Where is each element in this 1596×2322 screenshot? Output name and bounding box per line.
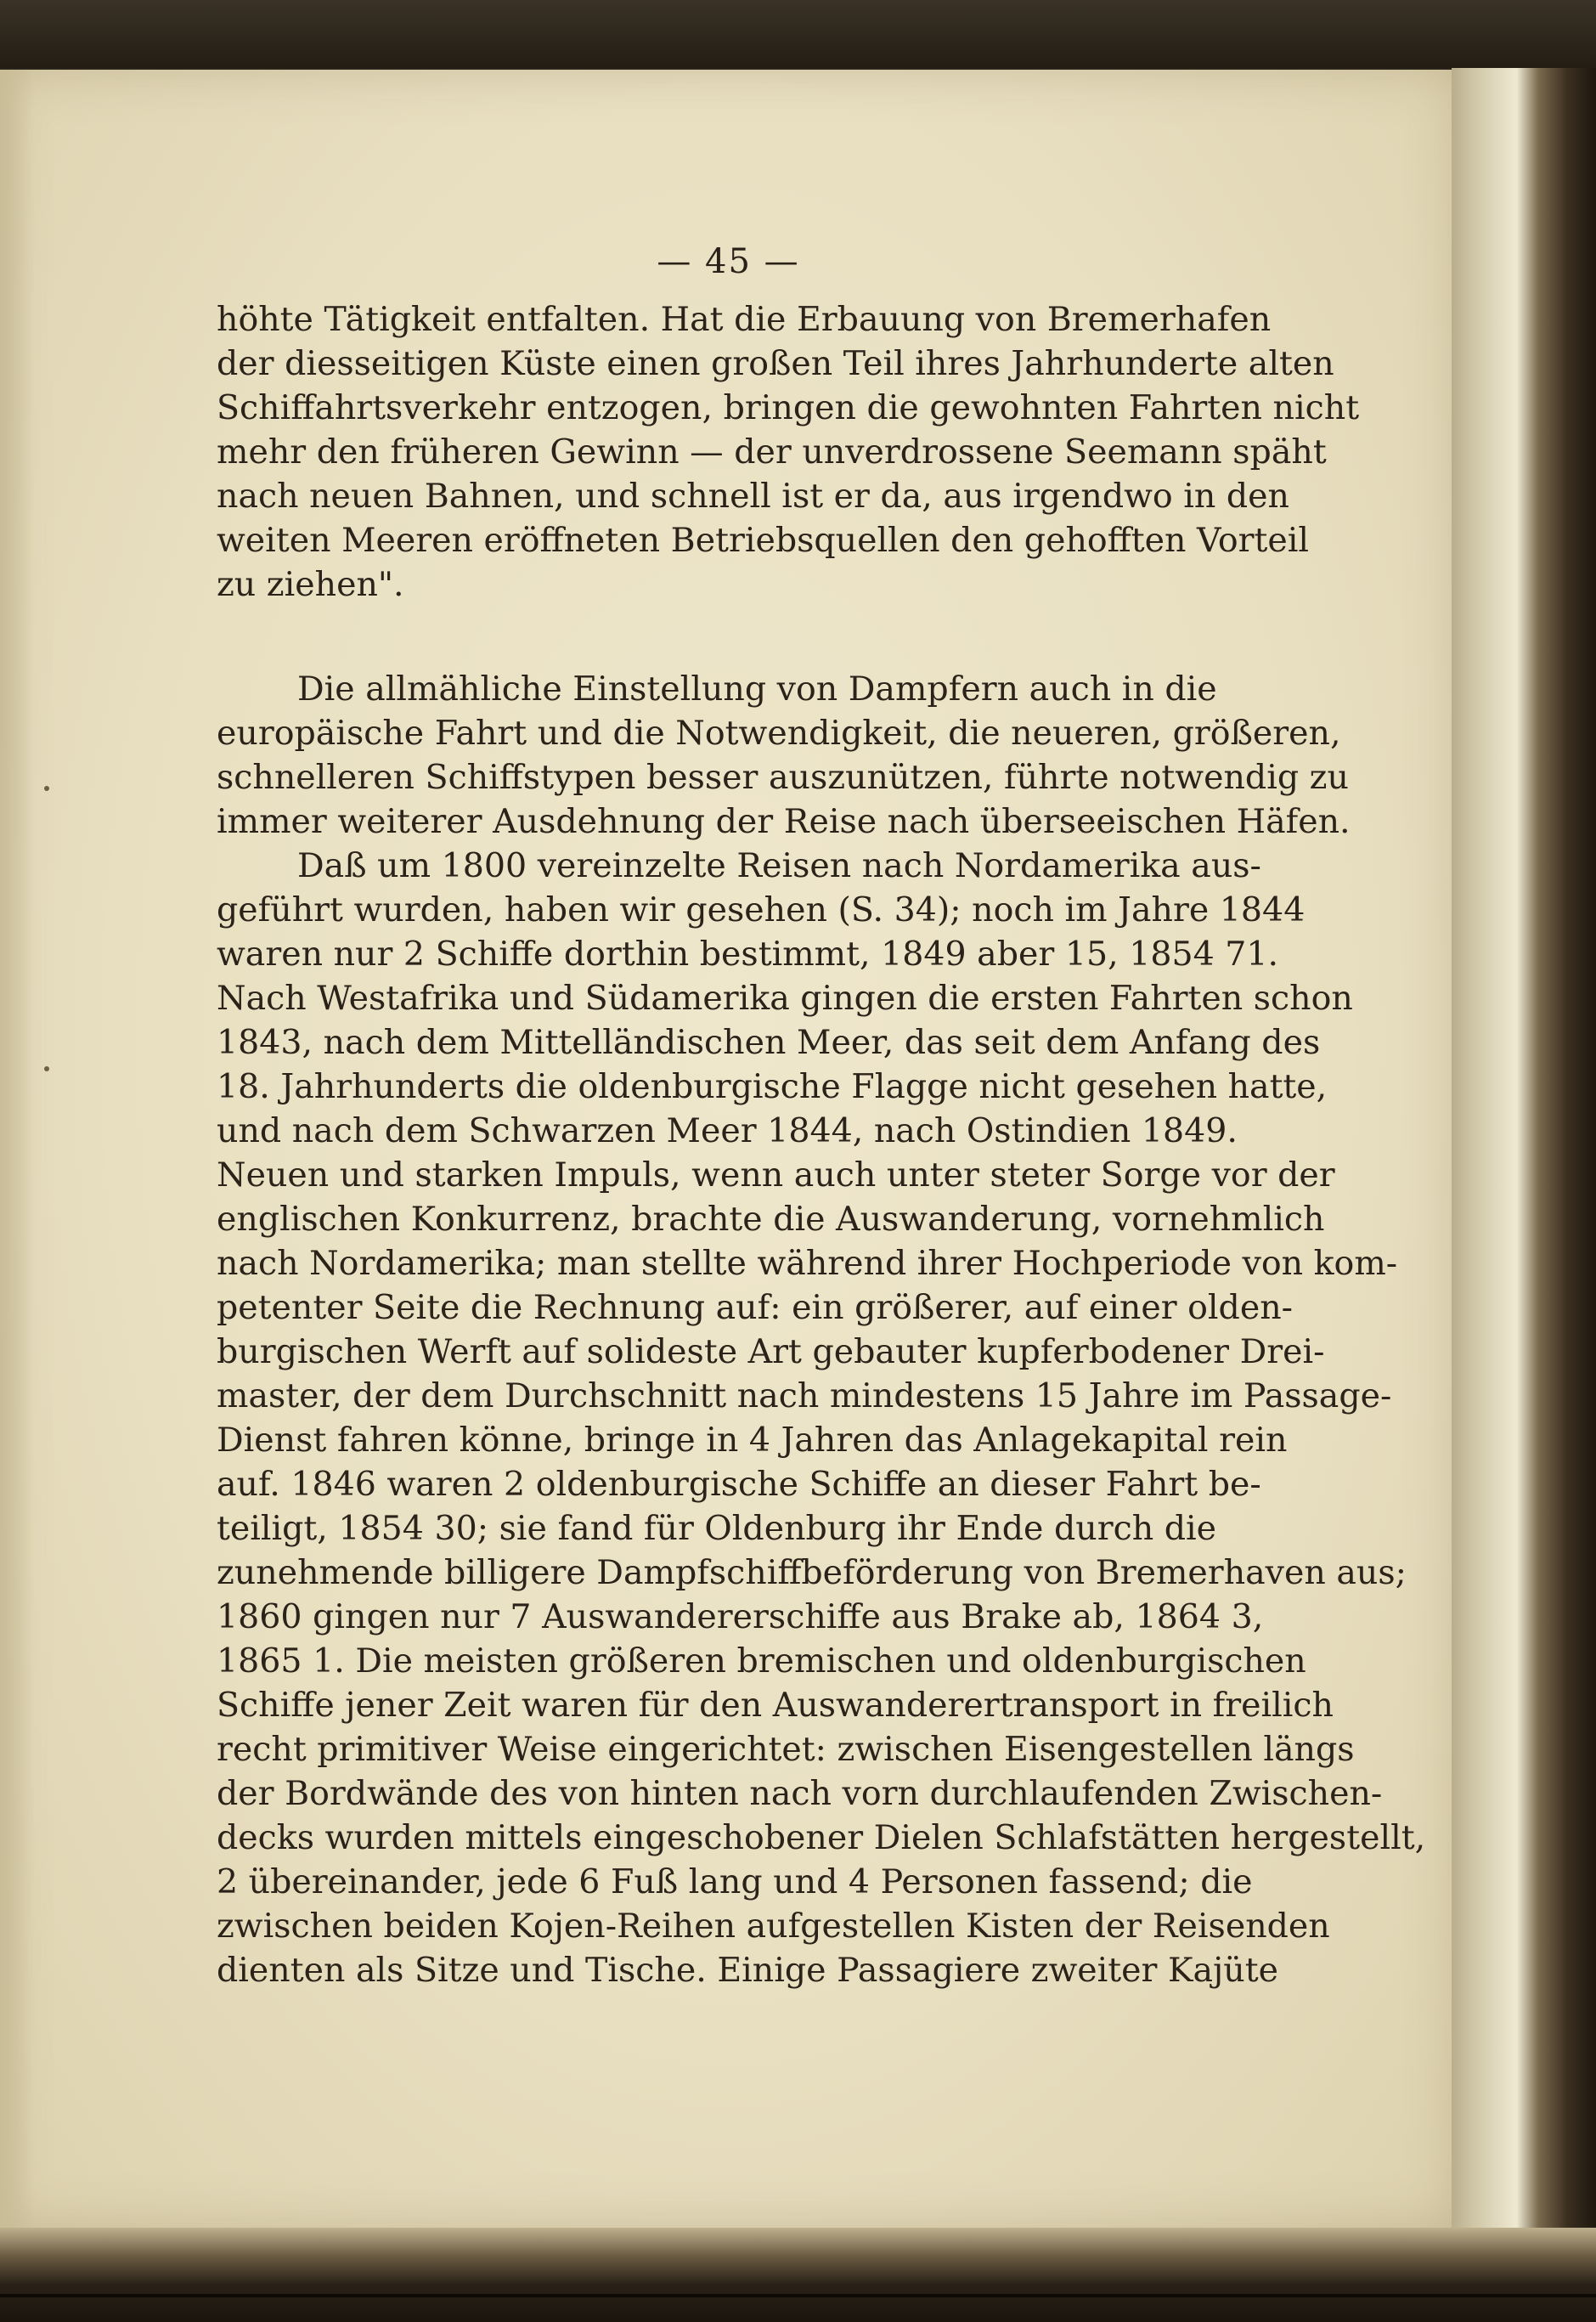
text-line: dienten als Sitze und Tische. Einige Passagiere zweiter Kajüte xyxy=(217,1951,1278,1990)
page-number: — 45 — xyxy=(657,242,800,281)
text-line: Schiffahrtsverkehr entzogen, bringen die gewohnten Fahrten nicht xyxy=(217,388,1360,427)
text-line: Neuen und starken Impuls, wenn auch unter steter Sorge vor der xyxy=(217,1155,1335,1195)
text-line: waren nur 2 Schiffe dorthin bestimmt, 1849 aber 15, 1854 71. xyxy=(217,935,1279,974)
text-line: englischen Konkurrenz, brachte die Auswanderung, vornehmlich xyxy=(217,1200,1325,1239)
page-left-edge xyxy=(0,70,34,2228)
text-line: schnelleren Schiffstypen besser auszunützen, führte notwendig zu xyxy=(217,758,1349,797)
text-line: teiligt, 1854 30; sie fand für Oldenburg ihr Ende durch die xyxy=(217,1509,1216,1548)
book-edge-right xyxy=(1452,68,1596,2243)
text-line: Daß um 1800 vereinzelte Reisen nach Nordamerika aus- xyxy=(297,846,1261,885)
text-line: zu ziehen". xyxy=(217,565,404,604)
text-line: und nach dem Schwarzen Meer 1844, nach Ostindien 1849. xyxy=(217,1111,1238,1150)
text-line: Die allmähliche Einstellung von Dampfern auch in die xyxy=(297,669,1217,709)
text-line: mehr den früheren Gewinn — der unverdrossene Seemann späht xyxy=(217,432,1327,472)
text-line: höhte Tätigkeit entfalten. Hat die Erbauung von Bremerhafen xyxy=(217,300,1272,339)
text-line: europäische Fahrt und die Notwendigkeit, die neueren, größeren, xyxy=(217,714,1341,753)
scan-background-bottom xyxy=(0,2228,1596,2322)
text-line: 2 übereinander, jede 6 Fuß lang und 4 Personen fassend; die xyxy=(217,1862,1253,1901)
margin-dot xyxy=(44,786,49,791)
text-line: weiten Meeren eröffneten Betriebsquellen den gehofften Vorteil xyxy=(217,521,1310,560)
text-line: auf. 1846 waren 2 oldenburgische Schiffe an dieser Fahrt be- xyxy=(217,1465,1261,1504)
bottom-divider xyxy=(0,2294,1596,2297)
text-line: der diesseitigen Küste einen großen Teil ihres Jahrhunderte alten xyxy=(217,344,1334,383)
text-line: Schiffe jener Zeit waren für den Auswanderertransport in freilich xyxy=(217,1686,1334,1725)
text-line: zunehmende billigere Dampfschiffbeförderung von Bremerhaven aus; xyxy=(217,1553,1407,1592)
text-line: immer weiterer Ausdehnung der Reise nach überseeischen Häfen. xyxy=(217,802,1351,841)
text-line: geführt wurden, haben wir gesehen (S. 34); noch im Jahre 1844 xyxy=(217,890,1306,929)
text-line: recht primitiver Weise eingerichtet: zwischen Eisengestellen längs xyxy=(217,1730,1355,1769)
text-line: decks wurden mittels eingeschobener Dielen Schlafstätten hergestellt, xyxy=(217,1818,1426,1857)
text-line: burgischen Werft auf solideste Art gebauter kupferbodener Drei- xyxy=(217,1332,1325,1371)
text-line: 18. Jahrhunderts die oldenburgische Flagge nicht gesehen hatte, xyxy=(217,1067,1328,1106)
text-line: 1843, nach dem Mittelländischen Meer, das seit dem Anfang des xyxy=(217,1023,1321,1062)
text-line: 1865 1. Die meisten größeren bremischen und oldenburgischen xyxy=(217,1641,1306,1681)
text-line: master, der dem Durchschnitt nach mindestens 15 Jahre im Passage- xyxy=(217,1376,1392,1415)
text-line: petenter Seite die Rechnung auf: ein größerer, auf einer olden- xyxy=(217,1288,1293,1327)
margin-dot xyxy=(44,1066,49,1071)
text-line: zwischen beiden Kojen-Reihen aufgestellen Kisten der Reisenden xyxy=(217,1907,1330,1946)
scan-background-top xyxy=(0,0,1596,68)
text-line: nach neuen Bahnen, und schnell ist er da, aus irgendwo in den xyxy=(217,477,1289,516)
text-line: nach Nordamerika; man stellte während ihrer Hochperiode von kom- xyxy=(217,1244,1398,1283)
text-line: der Bordwände des von hinten nach vorn durchlaufenden Zwischen- xyxy=(217,1774,1383,1813)
text-line: 1860 gingen nur 7 Auswandererschiffe aus Brake ab, 1864 3, xyxy=(217,1597,1264,1636)
text-line: Nach Westafrika und Südamerika gingen die ersten Fahrten schon xyxy=(217,979,1353,1018)
text-line: Dienst fahren könne, bringe in 4 Jahren das Anlagekapital rein xyxy=(217,1421,1288,1460)
